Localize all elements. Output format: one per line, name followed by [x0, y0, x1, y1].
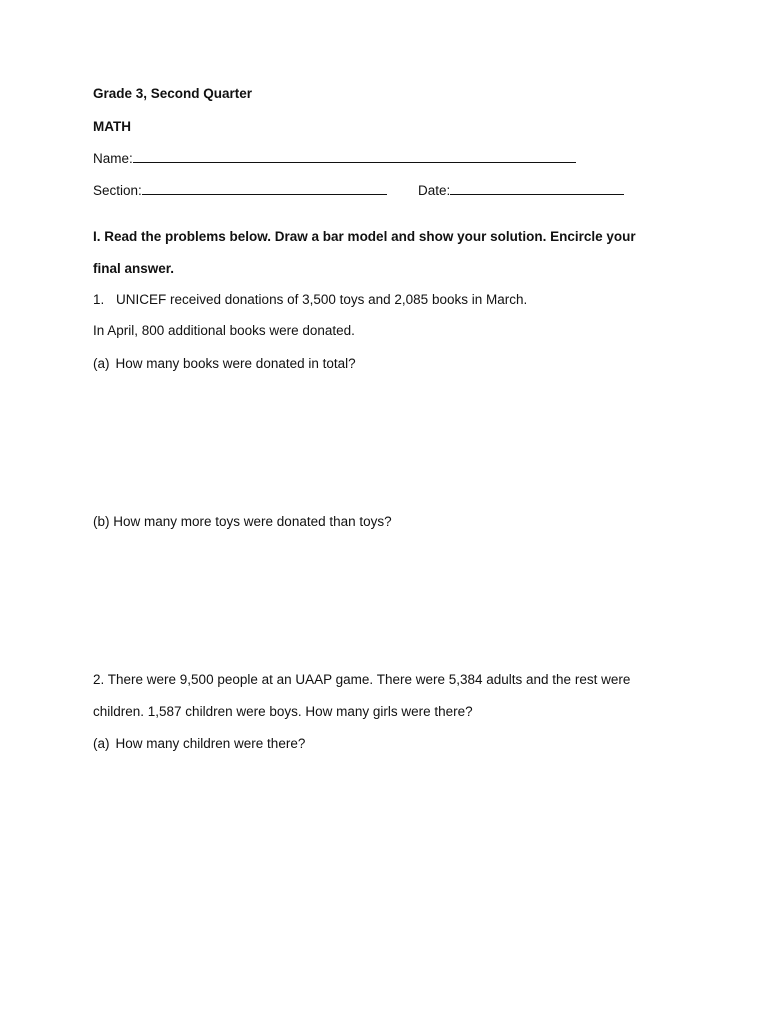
- problem-1-text-1: UNICEF received donations of 3,500 toys and 2,085 books in March.: [116, 292, 528, 307]
- section-field: [93, 182, 387, 199]
- problem-2-line-2: children. 1,587 children were boys. How many girls were there?: [93, 704, 473, 719]
- problem-1-part-a: [93, 356, 356, 372]
- worksheet-title: Grade 3, Second Quarter: [93, 86, 253, 101]
- problem-2-part-a: [93, 736, 305, 752]
- instructions-line-1: I. Read the problems below. Draw a bar model and show your solution. Encircle your: [93, 229, 636, 244]
- section-label: Section:: [93, 183, 142, 198]
- problem-2-part-a-text: How many children were there?: [115, 736, 306, 751]
- date-field: [418, 182, 624, 199]
- name-field: [93, 150, 576, 167]
- problem-1-part-a-tag: (a): [93, 356, 110, 371]
- problem-1-part-a-text: How many books were donated in total?: [115, 356, 356, 371]
- problem-2-line-1: 2. There were 9,500 people at an UAAP game. There were 5,384 adults and the rest were: [93, 672, 631, 687]
- date-label: Date:: [418, 183, 451, 198]
- problem-1-number: 1.: [93, 292, 105, 307]
- name-blank: [133, 150, 576, 163]
- problem-1-part-b: (b) How many more toys were donated than toys?: [93, 514, 392, 529]
- subject-heading: MATH: [93, 119, 131, 134]
- problem-2-part-a-tag: (a): [93, 736, 110, 751]
- problem-1-line-2: In April, 800 additional books were donated.: [93, 323, 355, 338]
- name-label: Name:: [93, 151, 133, 166]
- instructions-line-2: final answer.: [93, 261, 175, 276]
- section-blank: [142, 182, 387, 195]
- problem-1-line-1: [93, 292, 527, 308]
- date-blank: [450, 182, 624, 195]
